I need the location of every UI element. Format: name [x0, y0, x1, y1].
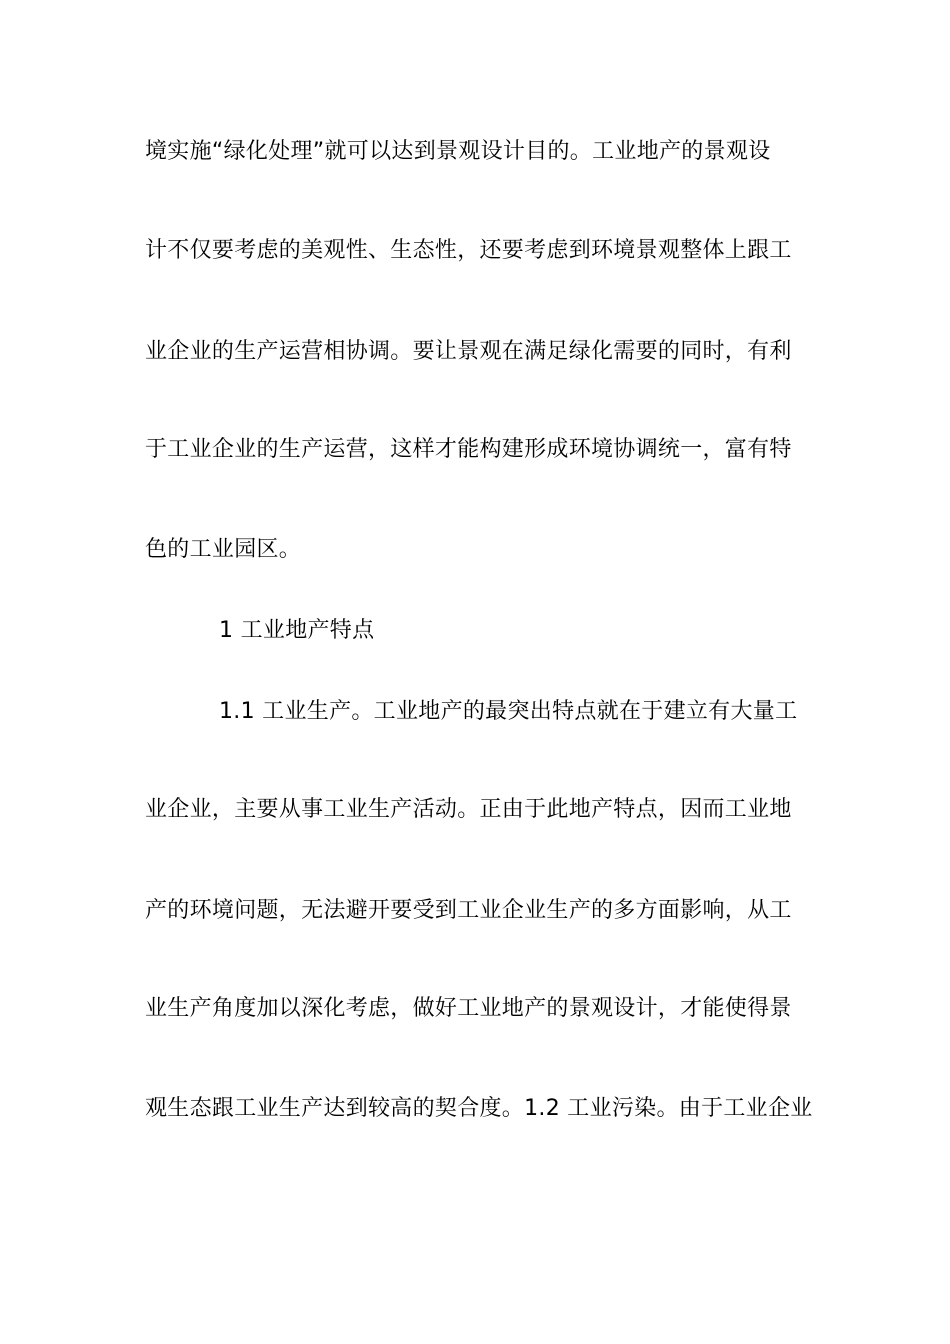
paragraph-line: 业企业的生产运营相协调。要让景观在满足绿化需要的同时，有利 [145, 339, 792, 364]
paragraph-line: 观生态跟工业生产达到较高的契合度。1.2 工业污染。由于工业企业 [145, 1096, 813, 1121]
paragraph-line: 于工业企业的生产运营，这样才能构建形成环境协调统一，富有特 [145, 437, 792, 462]
section-heading: 1 工业地产特点 [219, 618, 375, 643]
paragraph-line: 业企业，主要从事工业生产活动。正由于此地产特点，因而工业地 [145, 797, 792, 822]
paragraph-line: 业生产角度加以深化考虑，做好工业地产的景观设计，才能使得景 [145, 996, 792, 1021]
paragraph-line: 计不仅要考虑的美观性、生态性，还要考虑到环境景观整体上跟工 [145, 238, 792, 263]
paragraph-line: 1.1 工业生产。工业地产的最突出特点就在于建立有大量工 [219, 699, 798, 724]
paragraph-line: 产的环境问题，无法避开要受到工业企业生产的多方面影响，从工 [145, 898, 792, 923]
paragraph-line: 境实施“绿化处理”就可以达到景观设计目的。工业地产的景观设 [145, 139, 771, 164]
paragraph-line: 色的工业园区。 [145, 537, 302, 562]
